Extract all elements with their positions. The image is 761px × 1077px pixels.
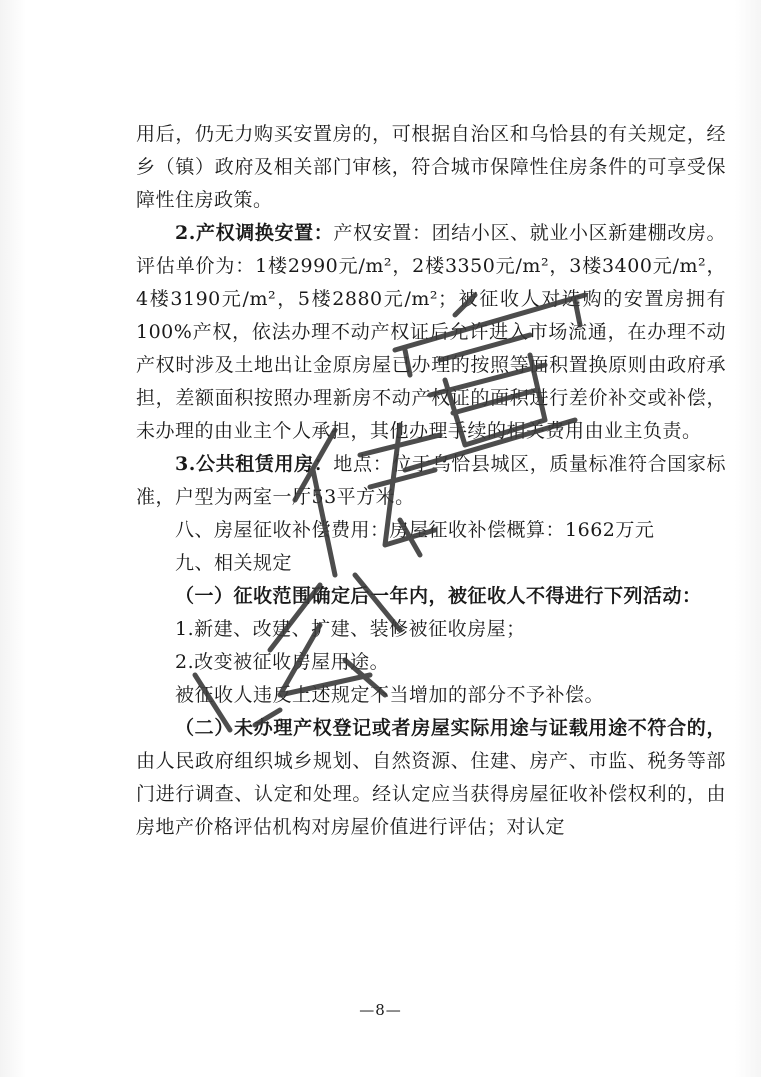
item-body: 产权安置：团结小区、就业小区新建棚改房。评估单价为：1楼2990元/m²，2楼3350元/m²，3楼3400元/m²，4楼3190元/m²，5楼2880元/m²；被征收人对选购的安置房拥有100%产权，依法办理不动产权证后允许进入市场流通，在办理不动产权时涉及土地出让金原房屋已办理的按照等面积置换原则由政府承担，差额面积按照办理新房不动产权证的面积进行差价补交或补偿，未办理的由业主个人承担，其他办理手续的相关费用由业主负责。 bbox=[136, 222, 726, 442]
section-body: 房屋征收补偿概算：1662万元 bbox=[389, 519, 655, 541]
rule-two-body: 由人民政府组织城乡规划、自然资源、住建、房产、市监、税务等部门进行调查、认定和处理。经认定应当获得房屋征收补偿权利的，由房地产价格评估机构对房屋价值进行评估；对认定 bbox=[136, 750, 726, 838]
rule-two bbox=[136, 712, 726, 844]
item-heading: 3.公共租赁用房： bbox=[175, 453, 334, 475]
page-number: —8— bbox=[359, 1001, 402, 1019]
rule-one-title: （一）征收范围确定后一年内，被征收人不得进行下列活动： bbox=[175, 585, 702, 607]
paragraph-public-rental bbox=[136, 448, 726, 514]
item-heading: 2.产权调换安置： bbox=[175, 222, 334, 244]
rule-one-item-1: 1.新建、改建、扩建、装修被征收房屋； bbox=[175, 618, 526, 640]
paragraph-property-exchange bbox=[136, 217, 726, 448]
document-body bbox=[136, 118, 726, 844]
rule-two-heading: （二）未办理产权登记或者房屋实际用途与证载用途不符合的， bbox=[175, 717, 726, 739]
rule-one-item-2: 2.改变被征收房屋用途。 bbox=[175, 651, 390, 673]
paragraph-continued: 用后，仍无力购买安置房的，可根据自治区和乌恰县的有关规定，经乡（镇）政府及相关部门审核，符合城市保障性住房条件的可享受保障性住房政策。 bbox=[136, 123, 726, 211]
section-eight bbox=[136, 514, 726, 547]
section-heading: 八、房屋征收补偿费用： bbox=[175, 519, 390, 541]
item-body: 地点：位于乌恰县城区，质量标准符合国家标准，户型为两室一厅53平方米。 bbox=[136, 453, 726, 508]
section-nine-title: 九、相关规定 bbox=[175, 552, 293, 574]
rule-one-note: 被征收人违反上述规定不当增加的部分不予补偿。 bbox=[175, 684, 605, 706]
